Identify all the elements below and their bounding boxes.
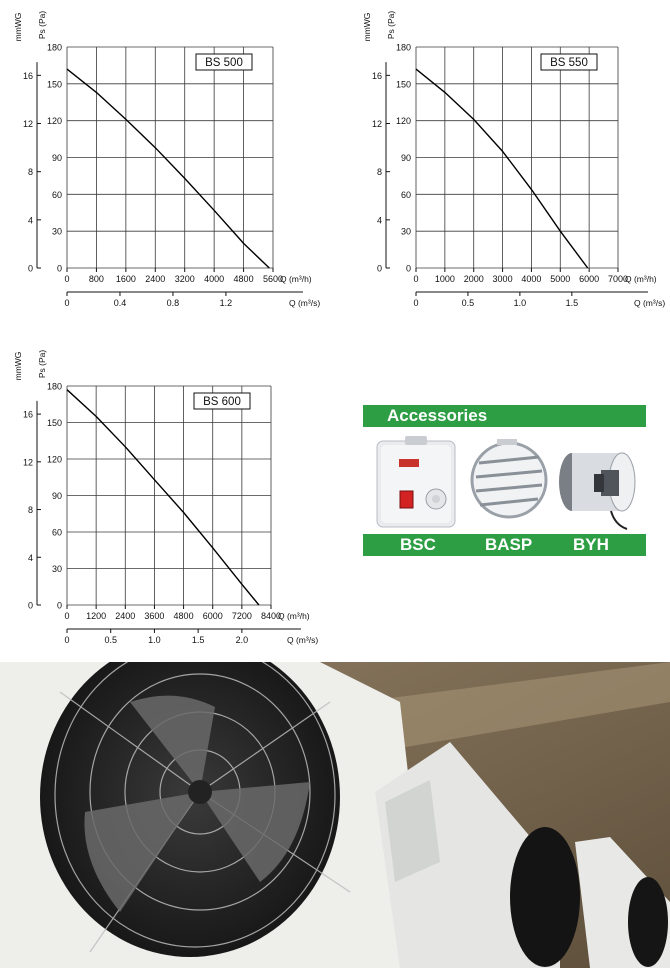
model-label: BS 550 — [550, 57, 588, 69]
y-tick-label-pa: 180 — [395, 42, 411, 53]
x-tick-label: 2400 — [115, 611, 136, 621]
x2-tick-label: 0 — [413, 298, 419, 308]
y-tick-label-mmwg: 12 — [371, 119, 382, 130]
y-tick-label-pa: 0 — [56, 263, 62, 274]
x-axis-label-m3s: Q (m³/s) — [289, 298, 321, 308]
y-axis-unit-pa: Ps (Pa) — [37, 349, 47, 379]
x-tick-label: 1000 — [434, 274, 455, 284]
y-tick-label-pa: 120 — [46, 454, 62, 465]
x-tick-label: 5000 — [550, 274, 571, 284]
x-tick-label: 4000 — [204, 274, 225, 284]
x2-tick-label: 1.5 — [565, 298, 579, 308]
x-tick-label: 5600 — [262, 274, 284, 284]
y-tick-label-pa: 30 — [51, 226, 62, 237]
x2-tick-label: 0 — [64, 635, 70, 645]
x2-tick-label: 1.0 — [148, 635, 161, 645]
byh-damper-image — [559, 453, 635, 529]
rooftop-fan-photo-svg — [0, 662, 670, 968]
x2-tick-label: 1.0 — [513, 298, 527, 308]
y-tick-label-mmwg: 4 — [27, 215, 33, 226]
y-tick-label-pa: 90 — [51, 153, 62, 163]
y-tick-label-pa: 0 — [405, 263, 411, 274]
accessories-panel — [363, 405, 646, 556]
y-tick-label-pa: 30 — [400, 226, 411, 237]
x-tick-label: 3600 — [144, 611, 165, 621]
y-tick-label-pa: 150 — [46, 418, 62, 428]
y-tick-label-pa: 60 — [400, 189, 411, 200]
x-tick-label: 0 — [64, 274, 70, 284]
y-tick-label-mmwg: 16 — [22, 70, 33, 81]
y-tick-label-pa: 180 — [46, 42, 62, 53]
y-tick-label-mmwg: 8 — [376, 167, 382, 178]
model-label: BS 600 — [203, 396, 241, 408]
y-tick-label-mmwg: 16 — [22, 409, 33, 420]
x-tick-label: 7200 — [231, 611, 252, 621]
x-tick-label: 3200 — [174, 274, 195, 284]
x-tick-label: 6000 — [579, 274, 600, 284]
x2-tick-label: 0 — [64, 298, 70, 308]
chart-bs550-svg — [348, 0, 670, 320]
y-tick-label-pa: 0 — [56, 600, 62, 611]
accessories-labels-bar — [363, 534, 646, 556]
x-tick-label: 2000 — [463, 274, 484, 284]
x-tick-label: 0 — [64, 611, 70, 621]
x2-tick-label: 0.5 — [461, 298, 475, 308]
y-tick-label-pa: 60 — [51, 189, 62, 200]
x-axis-label-m3h: Q (m³/h) — [278, 611, 310, 621]
y-axis-unit-mmwg: mmWG — [13, 12, 23, 42]
plot-grid — [416, 47, 618, 268]
accessory-label-bsc: BSC — [400, 535, 436, 554]
x2-tick-label: 1.5 — [191, 635, 205, 645]
fan-opening-middle — [510, 827, 580, 967]
x2-tick-label: 2.0 — [235, 635, 249, 645]
y-tick-label-mmwg: 0 — [27, 600, 33, 611]
y-tick-label-mmwg: 8 — [27, 167, 33, 178]
chart-bs600-svg — [0, 340, 330, 660]
x-tick-label: 0 — [413, 274, 419, 284]
y-tick-label-mmwg: 16 — [371, 70, 382, 81]
x2-tick-label: 0.5 — [104, 635, 117, 645]
y-tick-label-pa: 90 — [51, 491, 62, 501]
y-tick-label-pa: 120 — [395, 116, 411, 127]
y-tick-label-pa: 90 — [400, 153, 411, 163]
x-tick-label: 4800 — [233, 274, 254, 284]
y-tick-label-mmwg: 8 — [27, 505, 33, 516]
chart-bs550 — [348, 0, 670, 320]
x-axis-label-m3s: Q (m³/s) — [287, 635, 319, 645]
bsc-controller-image — [377, 436, 455, 527]
y-axis-unit-mmwg: mmWG — [13, 351, 23, 381]
y-tick-label-pa: 60 — [51, 527, 62, 538]
y-tick-label-mmwg: 12 — [22, 457, 33, 468]
y-tick-label-pa: 120 — [46, 116, 62, 127]
y-tick-label-mmwg: 12 — [22, 119, 33, 130]
x2-tick-label: 1.2 — [219, 298, 233, 308]
x-tick-label: 3000 — [492, 274, 513, 284]
model-label: BS 500 — [205, 57, 243, 69]
chart-bs600 — [0, 340, 330, 660]
accessories-title: Accessories — [363, 405, 646, 427]
fan-hub — [188, 780, 212, 804]
fan-opening-back — [628, 877, 668, 967]
accessories-images — [363, 427, 646, 534]
chart-bs500 — [0, 0, 330, 320]
x-tick-label: 1600 — [115, 274, 136, 284]
x-tick-label: 4000 — [521, 274, 542, 284]
y-tick-label-pa: 150 — [395, 79, 411, 90]
y-tick-label-mmwg: 0 — [27, 263, 33, 274]
basp-shutter-image — [472, 439, 546, 517]
y-axis-unit-mmwg: mmWG — [362, 12, 372, 42]
y-tick-label-mmwg: 0 — [376, 263, 382, 274]
x-tick-label: 7000 — [607, 274, 629, 284]
x-tick-label: 800 — [88, 274, 104, 284]
plot-grid — [67, 47, 273, 268]
y-axis-unit-pa: Ps (Pa) — [386, 10, 396, 40]
y-tick-label-pa: 180 — [46, 381, 62, 392]
performance-curve — [67, 69, 269, 268]
x-tick-label: 8400 — [260, 611, 282, 621]
accessory-label-basp: BASP — [485, 535, 533, 554]
x-tick-label: 4800 — [173, 611, 194, 621]
y-tick-label-mmwg: 4 — [376, 215, 382, 226]
performance-curve — [416, 69, 588, 268]
x-tick-label: 2400 — [145, 274, 166, 284]
rooftop-fan-photo — [0, 662, 670, 968]
x-axis-label-m3h: Q (m³/h) — [280, 274, 312, 284]
x-axis-label-m3s: Q (m³/s) — [634, 298, 666, 308]
accessory-label-byh: BYH — [573, 535, 609, 554]
chart-bs500-svg — [0, 0, 330, 320]
y-tick-label-pa: 150 — [46, 79, 62, 90]
x-tick-label: 1200 — [86, 611, 107, 621]
x2-tick-label: 0.4 — [113, 298, 127, 308]
x2-tick-label: 0.8 — [166, 298, 180, 308]
y-tick-label-mmwg: 4 — [27, 552, 33, 563]
x-tick-label: 6000 — [202, 611, 223, 621]
x-axis-label-m3h: Q (m³/h) — [625, 274, 657, 284]
y-axis-unit-pa: Ps (Pa) — [37, 10, 47, 40]
y-tick-label-pa: 30 — [51, 564, 62, 574]
